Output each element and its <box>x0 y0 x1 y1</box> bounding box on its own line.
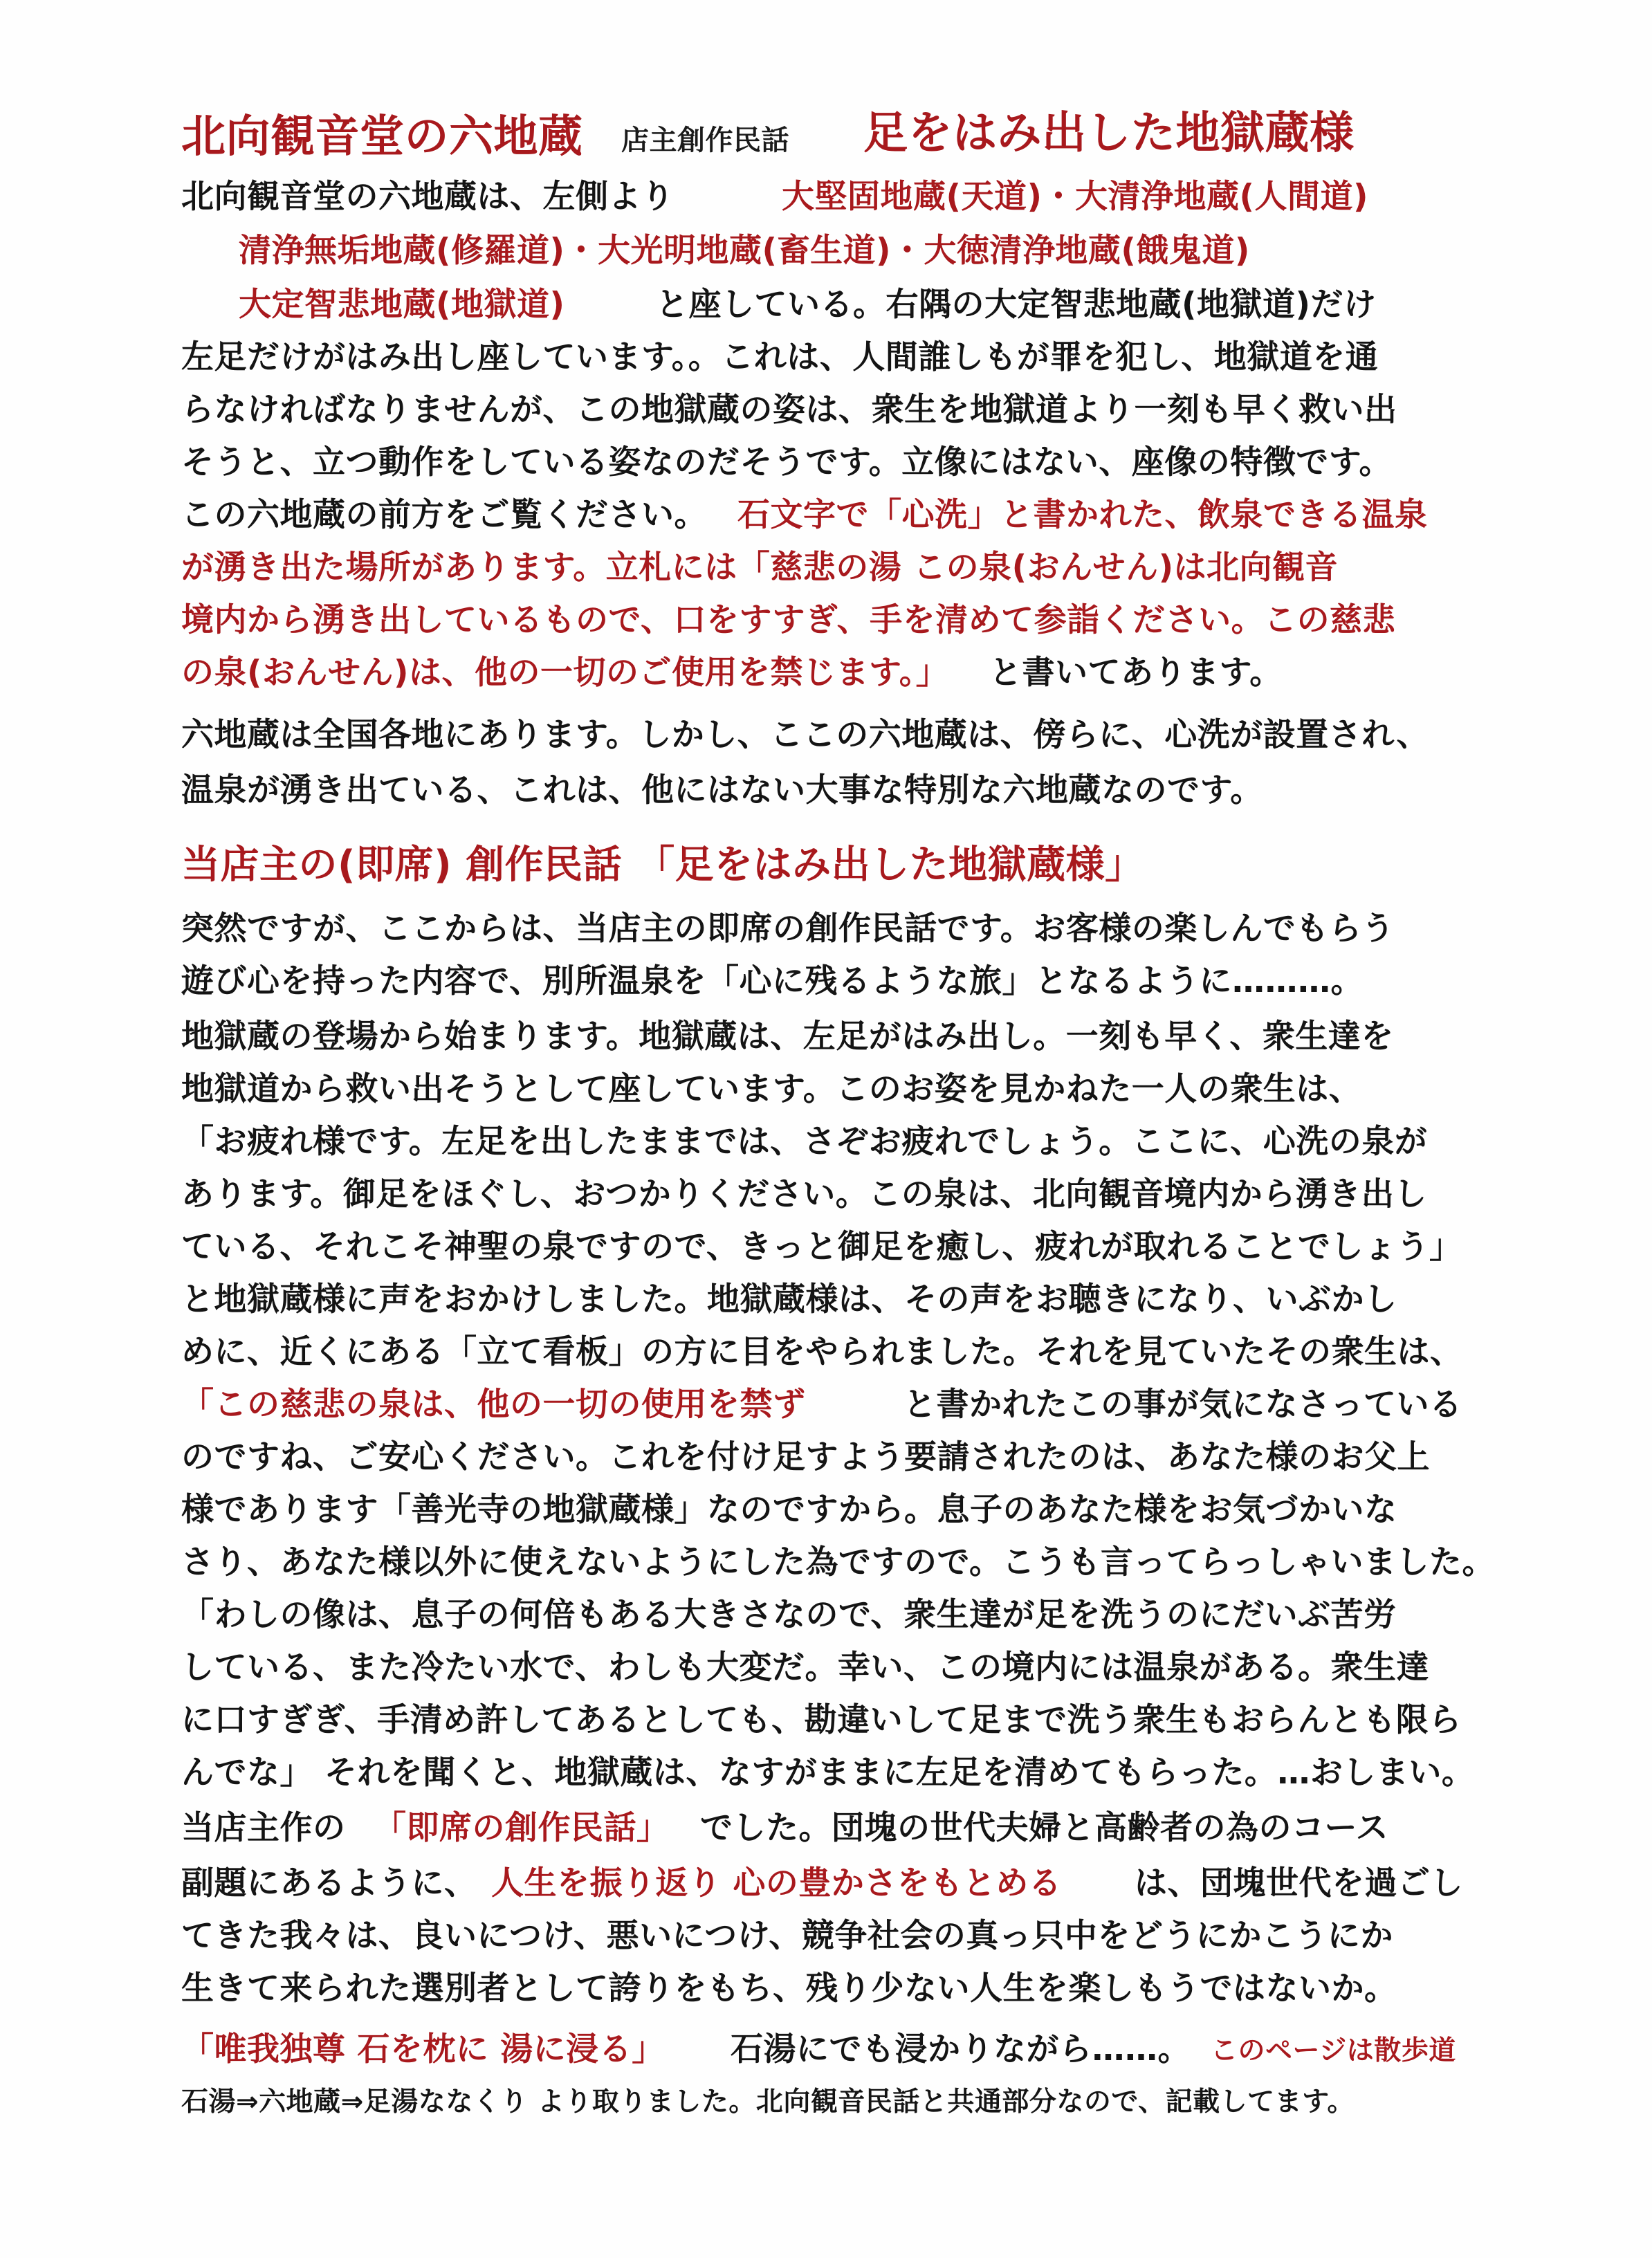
s1-line11: 六地蔵は全国各地にあります。しかし、ここの六地蔵は、傍らに、心洗が設置され、 <box>181 716 1430 754</box>
s2-line12: 様であります「善光寺の地獄蔵様」なのですから。息子のあなた様をお気づかいな <box>181 1491 1397 1529</box>
s2-line17: んでな」 それを聞くと、地獄蔵は、なすがままに左足を清めてもらった。…おしまい。 <box>181 1754 1475 1792</box>
s2-line18c: でした。団塊の世代夫婦と高齢者の為のコース <box>700 1809 1389 1847</box>
s2-line21: 生きて来られた選別者として誇りをもち、残り少ない人生を楽しもうではないか。 <box>181 1970 1397 2008</box>
s1-line5: らなければなりませんが、この地獄蔵の姿は、衆生を地獄道より一刻も早く救い出 <box>181 391 1397 429</box>
s2-line3: 地獄蔵の登場から始まります。地獄蔵は、左足がはみ出し。一刻も早く、衆生達を <box>181 1018 1394 1056</box>
s1-line6: そうと、立つ動作をしている姿なのだそうです。立像にはない、座像の特徴です。 <box>181 443 1392 481</box>
s1-line10b: と書いてあります。 <box>989 654 1283 692</box>
s2-line15: している、また冷たい水で、わしも大変だ。幸い、この境内には温泉がある。衆生達 <box>181 1649 1430 1687</box>
s2-line18a: 当店主作の <box>181 1809 346 1847</box>
s2-line1: 突然ですが、ここからは、当店主の即席の創作民話です。お客様の楽しんでもらう <box>181 910 1395 948</box>
s2-line22b: 石湯にでも浸かりながら……。 <box>731 2030 1191 2068</box>
s2-line5: 「お疲れ様です。左足を出したままでは、さぞお疲れでしょう。ここに、心洗の泉が <box>181 1123 1428 1161</box>
s1-line7b: 石文字で「心洗」と書かれた、飲泉できる温泉 <box>737 496 1428 534</box>
s1-line9: 境内から湧き出しているもので、口をすすぎ、手を清めて参詣ください。この慈悲 <box>181 601 1396 639</box>
s2-line7: ている、それこそ神聖の泉ですので、きっと御足を癒し、疲れが取れることでしょう」 <box>181 1228 1462 1266</box>
s1-line10a: の泉(おんせん)は、他の一切のご使用を禁じます。」 <box>181 654 949 692</box>
section-heading-2: 当店主の(即席) 創作民話 「足をはみ出した地獄蔵様」 <box>181 843 1144 888</box>
s2-line18b: 「即席の創作民話」 <box>374 1809 670 1847</box>
s1-line8: が湧き出た場所があります。立札には「慈悲の湯 この泉(おんせん)は北向観音 <box>181 549 1339 587</box>
s2-line2: 遊び心を持った内容で、別所温泉を「心に残るような旅」となるように………。 <box>181 962 1364 1000</box>
s2-line10a: 「この慈悲の泉は、他の一切の使用を禁ず <box>181 1386 806 1424</box>
s2-line19a: 副題にあるように、 <box>181 1864 477 1902</box>
s1-line4: 左足だけがはみ出し座しています。。これは、人間誰しもが罪を犯し、地獄道を通 <box>181 338 1379 376</box>
s2-line11: のですね、ご安心ください。これを付け足すよう要請されたのは、あなた様のお父上 <box>181 1438 1430 1476</box>
s2-line23: 石湯⇒六地蔵⇒足湯ななくり より取りました。北向観音民話と共通部分なので、記載してます。 <box>181 2086 1355 2118</box>
s2-line19b: 人生を振り返り 心の豊かさをもとめる <box>491 1864 1062 1902</box>
s2-line22c: このページは散歩道 <box>1211 2035 1456 2066</box>
s1-line7a: この六地蔵の前方をご覧ください。 <box>181 496 707 534</box>
title-part1: 北向観音堂の六地蔵 <box>181 111 583 163</box>
title-part2: 店主創作民話 <box>621 125 789 156</box>
s2-line22a: 「唯我独尊 石を枕に 湯に浸る」 <box>181 2030 665 2068</box>
s2-line6: あります。御足をほぐし、おつかりください。この泉は、北向観音境内から湧き出し <box>181 1175 1427 1213</box>
s2-line19c: は、団塊世代を過ごし <box>1135 1864 1463 1902</box>
s1-line1b: 大堅固地蔵(天道)・大清浄地蔵(人間道) <box>782 178 1368 216</box>
s2-line13: さり、あなた様以外に使えないようにした為ですので。こうも言ってらっしゃいました。 <box>181 1543 1496 1581</box>
s1-line12: 温泉が湧き出ている、これは、他にはない大事な特別な六地蔵なのです。 <box>181 771 1263 809</box>
s2-line8: と地獄蔵様に声をおかけしました。地獄蔵様は、その声をお聴きになり、いぶかし <box>181 1281 1397 1319</box>
s2-line16: に口すぎぎ、手清め許してあるとしても、勘違いして足まで洗う衆生もおらんとも限ら <box>181 1701 1462 1739</box>
s2-line20: てきた我々は、良いにつけ、悪いにつけ、競争社会の真っ只中をどうにかこうにか <box>181 1917 1393 1955</box>
s2-line4: 地獄道から救い出そうとして座しています。このお姿を見かねた一人の衆生は、 <box>181 1070 1362 1108</box>
s1-line2: 清浄無垢地蔵(修羅道)・大光明地蔵(畜生道)・大徳清浄地蔵(餓鬼道) <box>239 232 1250 270</box>
s2-line14: 「わしの像は、息子の何倍もある大きさなので、衆生達が足を洗うのにだいぶ苦労 <box>181 1596 1397 1634</box>
s2-line9: めに、近くにある「立て看板」の方に目をやられました。それを見ていたその衆生は、 <box>181 1333 1463 1371</box>
s1-line3a: 大定智悲地蔵(地獄道) <box>239 286 565 324</box>
title-part3: 足をはみ出した地獄蔵様 <box>863 108 1355 159</box>
s2-line10b: と書かれたこの事が気になさっている <box>903 1386 1462 1424</box>
s1-line1a: 北向観音堂の六地蔵は、左側より <box>181 178 674 216</box>
s1-line3b: と座している。右隅の大定智悲地蔵(地獄道)だけ <box>656 286 1377 324</box>
